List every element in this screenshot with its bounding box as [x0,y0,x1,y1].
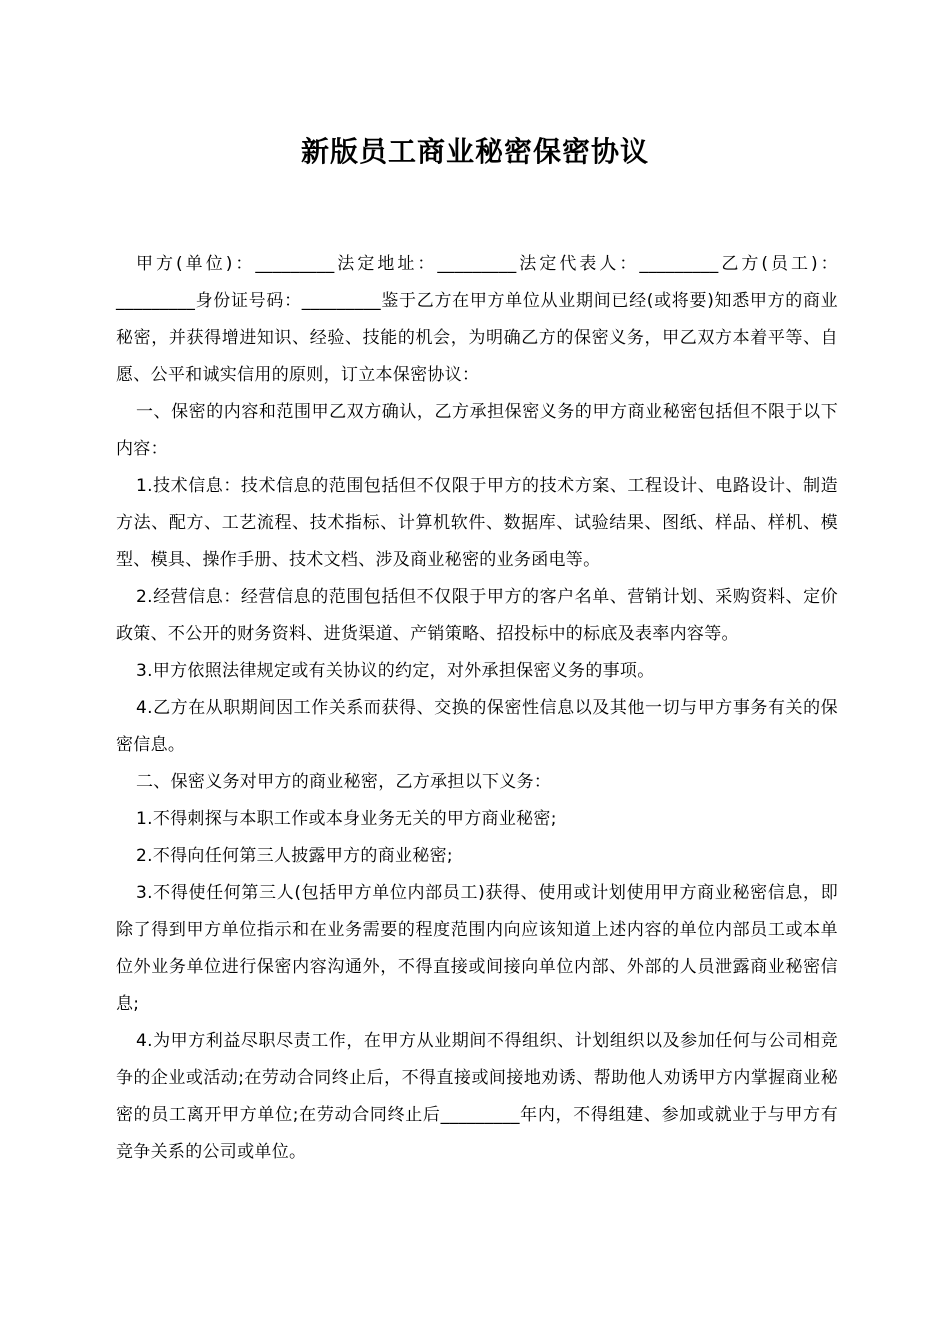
paragraph-preamble: 甲方(单位)：_________法定地址：_________法定代表人：_________乙方(员工)：_________身份证号码：_________鉴于乙方在甲方单位从业期间已经(或将要)知悉甲方的商业秘密，并获得增进知识、经验、技能的机会，为明确乙方的保密义务，甲乙双方本着平等、自愿、公平和诚实信用的原则，订立本保密协议： [116,254,838,385]
paragraph-section-2-heading: 二、保密义务对甲方的商业秘密，乙方承担以下义务： [136,772,552,792]
paragraph-other-info: 4.乙方在从职期间因工作关系而获得、交换的保密性信息以及其他一切与甲方事务有关的保密信息。 [116,698,838,755]
paragraph-technical-info: 1.技术信息：技术信息的范围包括但不仅限于甲方的技术方案、工程设计、电路设计、制造方法、配方、工艺流程、技术指标、计算机软件、数据库、试验结果、图纸、样品、样机、模型、模具、操作手册、技术文档、涉及商业秘密的业务函电等。 [116,476,838,570]
paragraph-section-1-heading: 一、保密的内容和范围甲乙双方确认，乙方承担保密义务的甲方商业秘密包括但不限于以下内容： [116,402,838,459]
paragraph-duty-3: 3.不得使任何第三人(包括甲方单位内部员工)获得、使用或计划使用甲方商业秘密信息，即除了得到甲方单位指示和在业务需要的程度范围内向应该知道上述内容的单位内部员工或本单位外业务单位进行保密内容沟通外，不得直接或间接向单位内部、外部的人员泄露商业秘密信息; [116,883,838,1014]
paragraph-legal-obligation: 3.甲方依照法律规定或有关协议的约定，对外承担保密义务的事项。 [136,661,655,681]
document-title: 新版员工商业秘密保密协议 [300,135,649,168]
document-body [116,246,838,1171]
paragraph-duty-1: 1.不得刺探与本职工作或本身业务无关的甲方商业秘密; [136,809,557,829]
paragraph-duty-2: 2.不得向任何第三人披露甲方的商业秘密; [136,846,453,866]
paragraph-duty-4: 4.为甲方利益尽职尽责工作，在甲方从业期间不得组织、计划组织以及参加任何与公司相竞争的企业或活动;在劳动合同终止后，不得直接或间接地劝诱、帮助他人劝诱甲方内掌握商业秘密的员工离开甲方单位;在劳动合同终止后_________年内，不得组建、参加或就业于与甲方有竞争关系的公司或单位。 [116,1031,838,1162]
paragraph-business-info: 2.经营信息：经营信息的范围包括但不仅限于甲方的客户名单、营销计划、采购资料、定价政策、不公开的财务资料、进货渠道、产销策略、招投标中的标底及表率内容等。 [116,587,838,644]
